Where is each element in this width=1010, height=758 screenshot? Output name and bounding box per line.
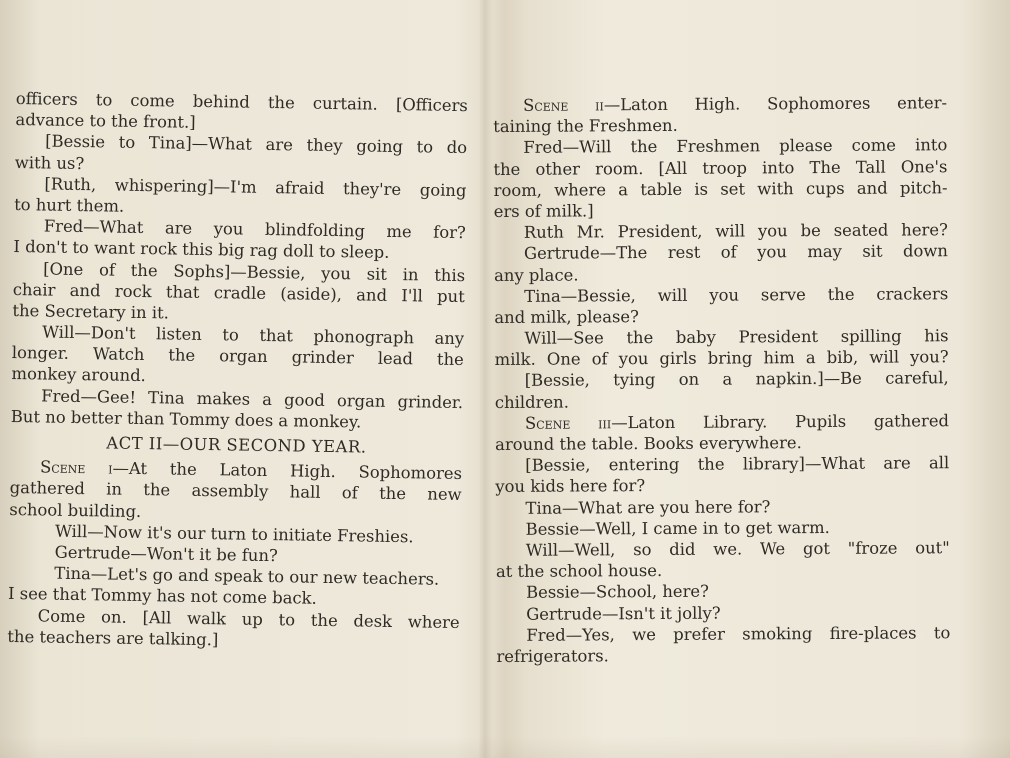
text-line: to hurt them. bbox=[14, 194, 125, 216]
text-line: the other room. [All troop into The Tall One's bbox=[493, 156, 948, 179]
text-line: I don't to want rock this big rag doll to sleep. bbox=[13, 237, 390, 263]
left-page-text-block bbox=[11, 88, 468, 434]
text-line: taining the Freshmen. bbox=[493, 116, 678, 137]
text-line: Tina—Bessie, will you serve the crackers bbox=[524, 283, 949, 306]
text-line: Scene iii—Laton Library. Pupils gathered bbox=[524, 411, 950, 433]
text-line: Ruth Mr. President, will you be seated here? bbox=[523, 220, 948, 242]
text-line: Tina—What are you here for? bbox=[525, 496, 771, 518]
act-heading: ACT II—OUR SECOND YEAR. bbox=[106, 433, 367, 457]
text-line: Gertrude—Isn't it jolly? bbox=[526, 603, 721, 624]
text-line: Bessie—Well, I came in to get warm. bbox=[525, 517, 830, 539]
text-line: [One of the Sophs]—Bessie, you sit in this bbox=[43, 258, 466, 285]
text-line: and milk, please? bbox=[494, 306, 639, 327]
text-line: longer. Watch the organ grinder lead the bbox=[11, 343, 464, 370]
text-line: refrigerators. bbox=[496, 646, 609, 666]
text-line: Will—Well, so did we. We got "froze out" bbox=[525, 538, 950, 560]
text-line: Fred—What are you blindfolding me for? bbox=[43, 216, 466, 243]
text-line: the Secretary in it. bbox=[12, 300, 170, 323]
text-line: But no better than Tommy does a monkey. bbox=[10, 406, 362, 432]
text-line: the teachers are talking.] bbox=[7, 626, 219, 649]
text-line: chair and rock that cradle (aside), and I'll put bbox=[12, 279, 465, 306]
text-line: you kids here for? bbox=[495, 476, 646, 497]
text-line: room, where a table is set with cups and pitch- bbox=[493, 177, 948, 200]
text-line: Scene i—At the Laton High. Sophomores bbox=[39, 457, 463, 484]
text-line: any place. bbox=[494, 264, 579, 285]
scene-label: Scene iii bbox=[524, 413, 612, 433]
text-line: Gertrude—Won't it be fun? bbox=[54, 542, 278, 566]
text-line: milk. One of you girls bring him a bib, will you? bbox=[494, 347, 949, 370]
text-line: advance to the front.] bbox=[15, 110, 196, 133]
text-line: with us? bbox=[14, 152, 85, 173]
right-page bbox=[493, 92, 950, 667]
text-line: [Bessie to Tina]—What are they going to do bbox=[45, 131, 468, 158]
page-bottom-edge bbox=[0, 736, 1010, 758]
text-line: Fred—Will the Freshmen please come into bbox=[523, 135, 948, 158]
text-line: Will—See the baby President spilling his bbox=[524, 326, 949, 348]
text-line: Bessie—School, here? bbox=[525, 582, 709, 603]
text-line: Fred—Gee! Tina makes a good organ grinder. bbox=[41, 386, 464, 412]
text-line: ers of milk.] bbox=[493, 201, 594, 221]
text-line: Tina—Let's go and speak to our new teachers. bbox=[54, 563, 440, 589]
text-line: Scene ii—Laton High. Sophomores enter- bbox=[523, 93, 948, 115]
text-line: I see that Tommy has not come back. bbox=[7, 584, 317, 609]
text-line: around the table. Books everywhere. bbox=[495, 433, 802, 454]
left-page-scene-block bbox=[7, 456, 462, 654]
text-line: monkey around. bbox=[11, 364, 147, 386]
left-page bbox=[7, 88, 468, 654]
text-line: Fred—Yes, we prefer smoking fire-places to bbox=[526, 622, 951, 645]
text-line: children. bbox=[494, 392, 569, 412]
text-line: [Ruth, whispering]—I'm afraid they're going bbox=[44, 174, 467, 200]
text-line: at the school house. bbox=[495, 561, 663, 582]
text-line: Gertrude—The rest of you may sit down bbox=[523, 241, 949, 264]
text-line: Come on. [All walk up to the desk where bbox=[37, 605, 460, 632]
scene-label: Scene i bbox=[39, 457, 113, 478]
right-page-text-block bbox=[493, 92, 950, 667]
text-line: Will—Now it's our turn to initiate Freshies. bbox=[54, 521, 414, 547]
text-line: [Bessie, entering the library]—What are all bbox=[525, 453, 950, 475]
text-line: gathered in the assembly hall of the new bbox=[9, 478, 462, 505]
text-line: officers to come behind the curtain. [Officers bbox=[15, 88, 468, 116]
text-line: [Bessie, tying on a napkin.]—Be careful, bbox=[524, 368, 949, 391]
scene-label: Scene ii bbox=[523, 95, 604, 115]
text-line: Will—Don't listen to that phonograph any bbox=[42, 322, 465, 349]
book-gutter bbox=[478, 0, 492, 758]
text-line: school building. bbox=[9, 499, 142, 521]
